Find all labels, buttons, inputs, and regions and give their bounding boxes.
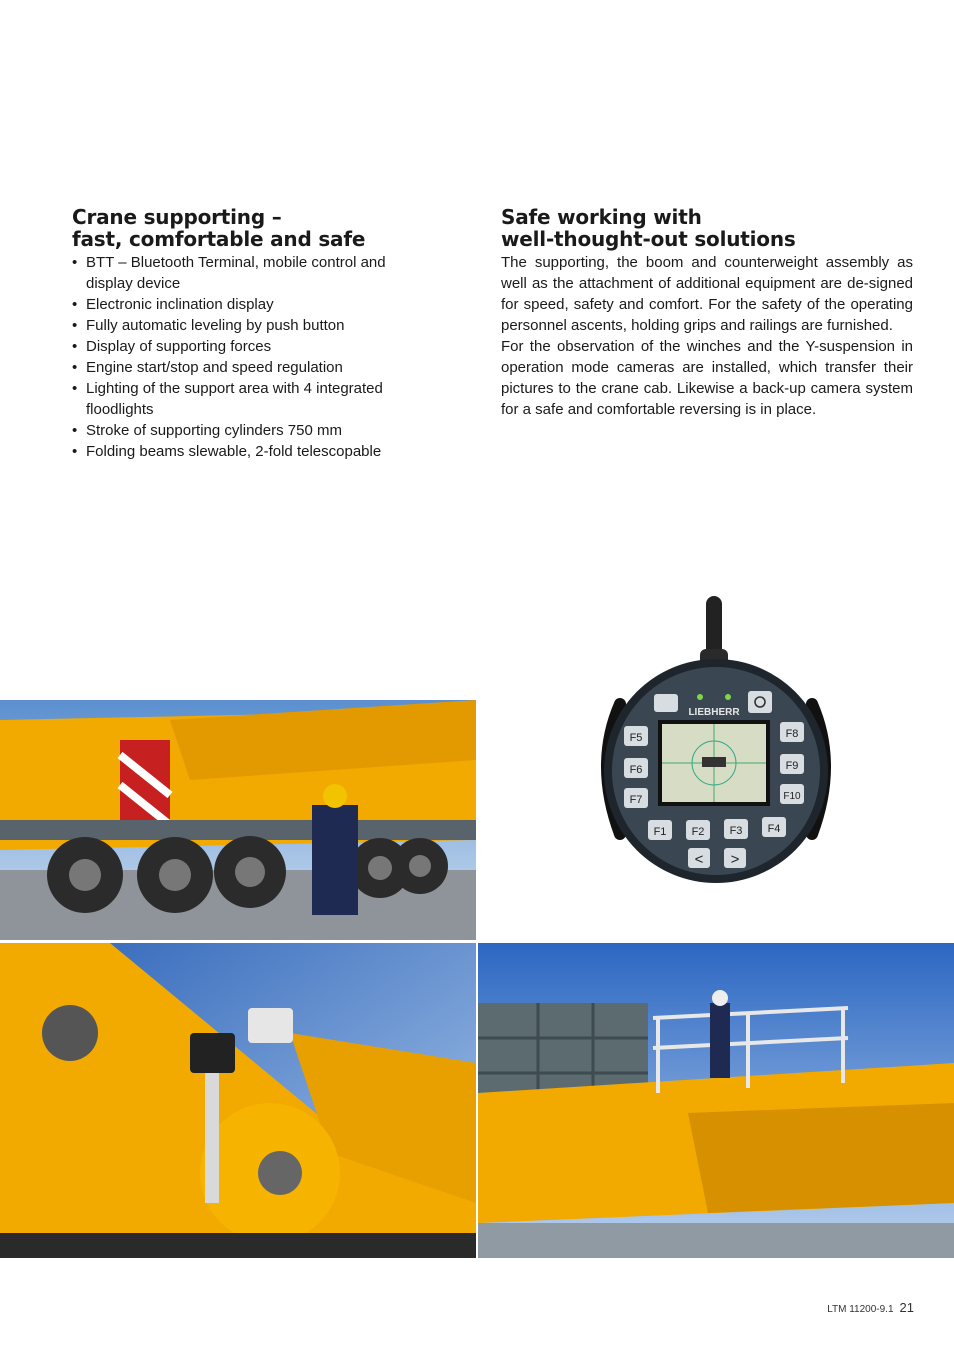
chassis: [0, 820, 476, 840]
status-led: [725, 694, 731, 700]
svg-text:F1: F1: [653, 826, 667, 838]
list-item: • Engine start/stop and speed regulation: [72, 359, 343, 376]
right-heading-line1: Safe working with: [501, 205, 702, 229]
list-item: • Display of supporting forces: [72, 338, 272, 355]
svg-text:F3: F3: [729, 825, 743, 837]
right-function-keys: [780, 722, 804, 804]
brand-logo: LIEBHERR: [688, 707, 740, 718]
left-function-keys: [624, 726, 648, 808]
right-column: [501, 206, 913, 420]
hard-hat: [323, 784, 347, 808]
mount-pole: [205, 1073, 219, 1203]
feature-list: [72, 252, 422, 462]
worker: [710, 1003, 730, 1078]
list-item: • Electronic inclination display: [72, 296, 274, 313]
page-number: 21: [899, 1300, 914, 1315]
left-heading: [72, 206, 422, 250]
model-label: LTM 11200-9.1: [827, 1304, 894, 1315]
terminal-device: [596, 594, 836, 894]
svg-text:F9: F9: [785, 760, 799, 772]
paragraph-cameras: For the observation of the winches and the Y-suspension in operation mode cameras are installed, which transfer their pictures to the crane cab. Likewise a back-up camera system for a safe and comfortable reversing is in place.: [501, 338, 913, 418]
chevron-left-icon: <: [694, 851, 704, 868]
operator: [312, 805, 358, 915]
floodlight: [190, 1033, 235, 1073]
svg-text:F8: F8: [785, 728, 799, 740]
ground: [478, 1223, 954, 1258]
svg-text:F6: F6: [629, 764, 643, 776]
left-column: [72, 206, 422, 462]
left-heading-line1: Crane supporting –: [72, 205, 282, 229]
page-footer: [827, 1300, 914, 1315]
right-heading: [501, 206, 913, 250]
list-item: • Stroke of supporting cylinders 750 mm: [72, 422, 342, 439]
right-heading-line2: well-thought-out solutions: [501, 227, 796, 251]
svg-text:F4: F4: [767, 823, 781, 835]
svg-text:F2: F2: [691, 826, 705, 838]
svg-text:F7: F7: [629, 794, 643, 806]
svg-text:F10: F10: [783, 791, 801, 802]
bluetooth-terminal-image: [596, 594, 836, 894]
chevron-right-icon: >: [730, 851, 740, 868]
horn-button[interactable]: [654, 694, 678, 712]
paragraph-safety: The supporting, the boom and counterweight assembly as well as the attachment of additional equipment are de-signed for speed, safety and comfort. For the safety of the operating personnel ascents, holding grips and railings are furnished.: [501, 254, 913, 334]
power-button[interactable]: [748, 691, 772, 713]
list-item: • Lighting of the support area with 4 integrated floodlights: [72, 380, 383, 418]
status-led: [697, 694, 703, 700]
photo-floodlight-camera: [0, 943, 476, 1258]
list-item: • Folding beams slewable, 2-fold telescopable: [72, 443, 382, 460]
photo-crane-supporting: [0, 700, 476, 940]
list-item: • BTT – Bluetooth Terminal, mobile control and display device: [72, 254, 386, 292]
list-item: • Fully automatic leveling by push button: [72, 317, 345, 334]
camera: [248, 1008, 293, 1043]
svg-text:F5: F5: [629, 732, 643, 744]
photo-railings-counterweight: [478, 943, 954, 1258]
left-heading-line2: fast, comfortable and safe: [72, 227, 366, 251]
